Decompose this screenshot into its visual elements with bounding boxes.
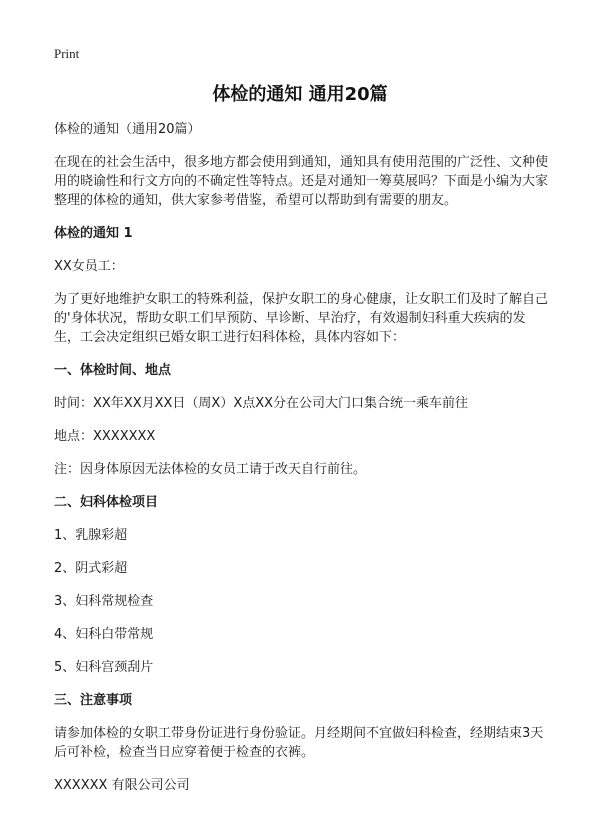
document-body	[54, 120, 550, 795]
page-title: 体检的通知 通用20篇	[212, 84, 388, 105]
notice-heading: 体检的通知 1	[54, 226, 133, 241]
section-2-heading: 二、妇科体检项目	[54, 495, 159, 510]
signature: XXXXXX 有限公司公司	[54, 778, 190, 793]
section-3-heading: 三、注意事项	[54, 693, 133, 708]
salutation: XX女员工：	[54, 259, 124, 274]
list-item: 4、妇科白带常规	[54, 627, 154, 642]
list-item: 1、乳腺彩超	[54, 528, 128, 543]
exam-place: 地点：XXXXXXX	[54, 429, 156, 444]
document-subtitle: 体检的通知（通用20篇）	[54, 122, 201, 137]
notes-paragraph: 请参加体检的女职工带身份证进行身份验证。月经期间不宜做妇科检查，经期结束3天后可补检，检查当日应穿着便于检查的衣裤。	[54, 726, 544, 760]
print-link[interactable]: Print	[54, 46, 80, 61]
section-1-heading: 一、体检时间、地点	[54, 363, 172, 378]
exam-note: 注：因身体原因无法体检的女员工请于改天自行前往。	[54, 462, 367, 477]
intro-paragraph: 在现在的社会生活中，很多地方都会使用到通知，通知具有使用范围的广泛性、文种使用的晓谕性和行文方向的不确定性等特点。还是对通知一筹莫展吗？下面是小编为大家整理的体检的通知，供大家参考借鉴，希望可以帮助到有需要的朋友。	[54, 155, 549, 208]
body-paragraph: 为了更好地维护女职工的特殊利益，保护女职工的身心健康，让女职工们及时了解自己的'身体状况，帮助女职工们早预防、早诊断、早治疗，有效遏制妇科重大疾病的发生，工会决定组织已婚女职工进行妇科体检，具体内容如下：	[54, 292, 549, 345]
list-item: 2、阴式彩超	[54, 561, 128, 576]
exam-time: 时间：XX年XX月XX日（周X）X点XX分在公司大门口集合统一乘车前往	[54, 396, 469, 411]
list-item: 3、妇科常规检查	[54, 594, 154, 609]
list-item: 5、妇科宫颈刮片	[54, 660, 154, 675]
